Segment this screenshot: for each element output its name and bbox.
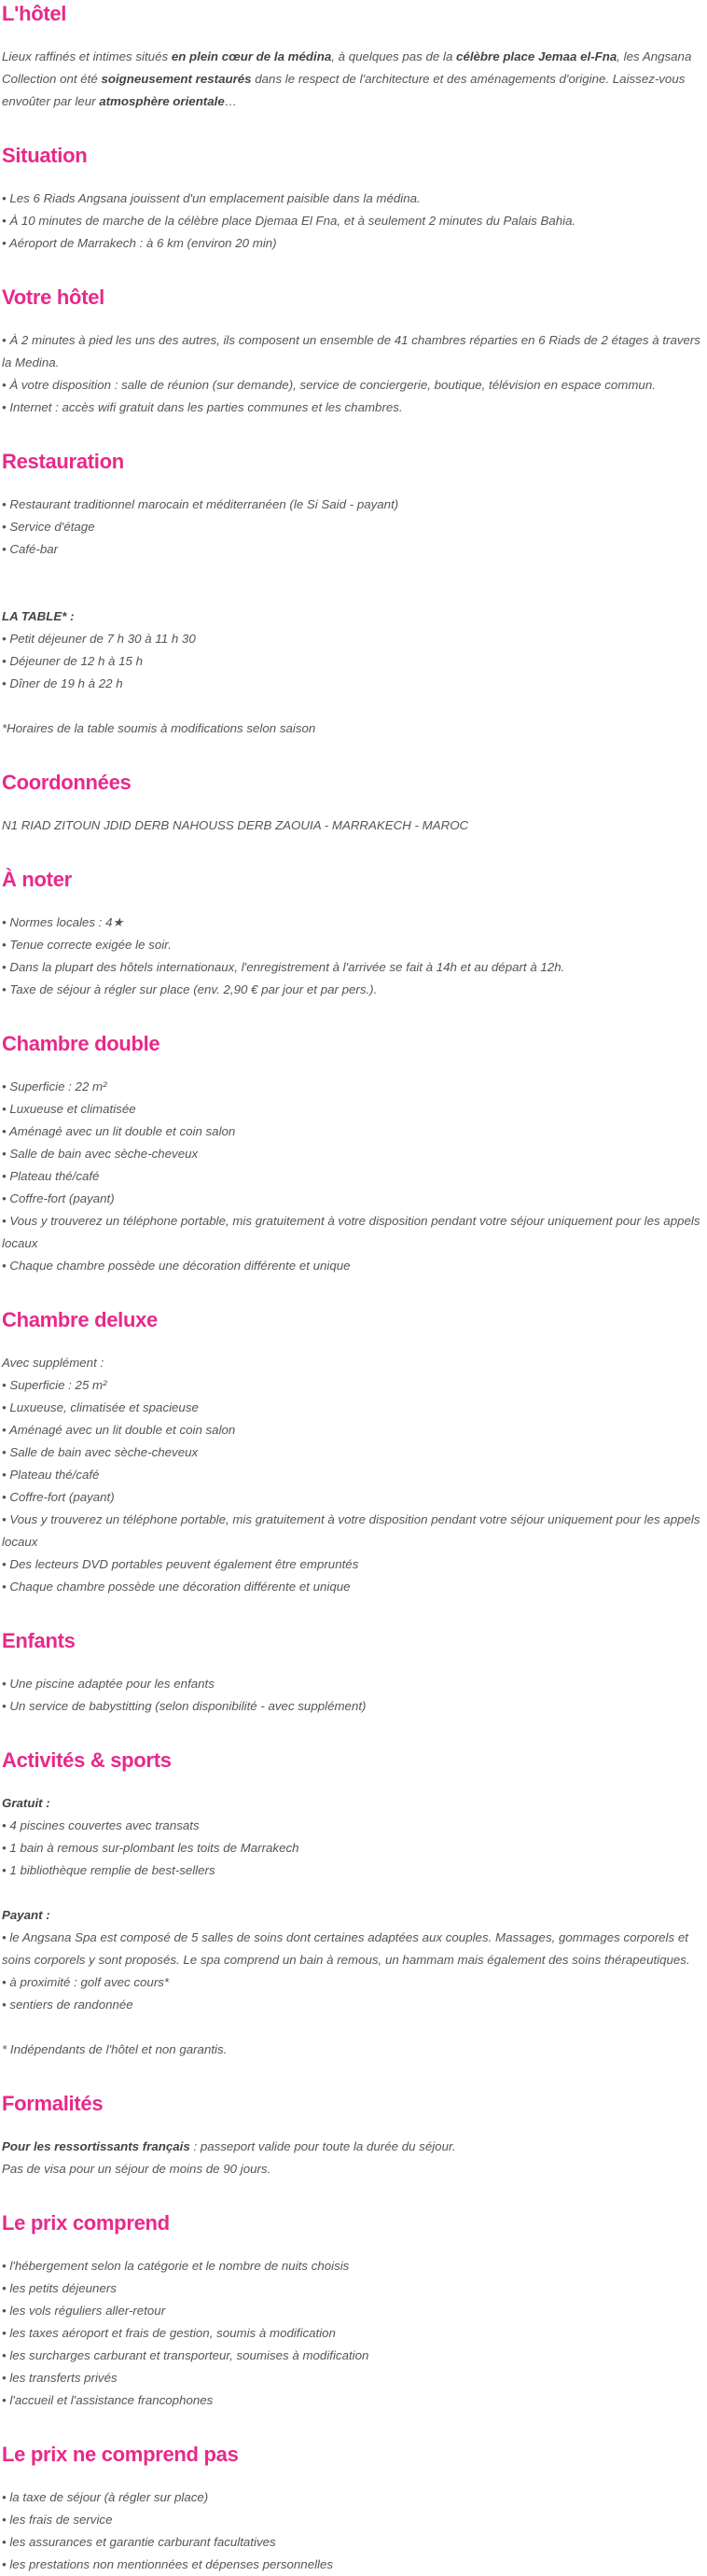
section-coordonnees <box>2 770 705 837</box>
list-item: • Restaurant traditionnel marocain et méditerranéen (le Si Said - payant) <box>2 497 399 511</box>
list-item: • Internet : accès wifi gratuit dans les parties communes et les chambres. <box>2 400 403 414</box>
list-item: • Dans la plupart des hôtels internationaux, l'enregistrement à l'arrivée se fait à 14h et au départ à 12h. <box>2 960 565 974</box>
section-situation <box>2 143 705 255</box>
list-item: • les petits déjeuners <box>2 2281 117 2295</box>
list-item: • les surcharges carburant et transporteur, soumises à modification <box>2 2348 369 2362</box>
list-item: • 1 bain à remous sur-plombant les toits de Marrakech <box>2 1841 299 1855</box>
list-item: • Plateau thé/café <box>2 1169 100 1183</box>
formalites-visa: Pas de visa pour un séjour de moins de 90 jours. <box>2 2162 271 2176</box>
list-item: • les frais de service <box>2 2513 113 2527</box>
list-item: • Les 6 Riads Angsana jouissent d'un emplacement paisible dans la médina. <box>2 191 421 205</box>
chambre-deluxe-intro: Avec supplément : <box>2 1356 104 1370</box>
list-item: • les vols réguliers aller-retour <box>2 2304 166 2318</box>
list-item: • les transferts privés <box>2 2371 118 2385</box>
list-item: • les assurances et garantie carburant facultatives <box>2 2535 276 2549</box>
list-item: • Coffre-fort (payant) <box>2 1490 115 1504</box>
section-activites <box>2 1748 705 2061</box>
payant-label: Payant : <box>2 1908 50 1922</box>
section-title-formalites: Formalités <box>2 2092 104 2115</box>
list-item: • Plateau thé/café <box>2 1468 100 1482</box>
list-item: • les taxes aéroport et frais de gestion, soumis à modification <box>2 2326 336 2340</box>
la-table-label: LA TABLE* : <box>2 609 75 623</box>
section-title-enfants: Enfants <box>2 1629 76 1652</box>
list-item: • Vous y trouverez un téléphone portable, mis gratuitement à votre disposition pendant votre séjour uniquement pour les appels locaux <box>2 1512 700 1549</box>
section-title-situation: Situation <box>2 144 88 167</box>
list-item: • les prestations non mentionnées et dépenses personnelles <box>2 2557 334 2571</box>
section-title-prix-comprend: Le prix comprend <box>2 2211 170 2235</box>
list-item: • Vous y trouverez un téléphone portable, mis gratuitement à votre disposition pendant votre séjour uniquement pour les appels locaux <box>2 1214 700 1250</box>
section-hotel <box>2 0 705 113</box>
section-title-coordonnees: Coordonnées <box>2 771 132 794</box>
activites-note: * Indépendants de l'hôtel et non garantis. <box>2 2042 228 2056</box>
section-votre-hotel <box>2 285 705 419</box>
section-title-prix-ne-comprend: Le prix ne comprend pas <box>2 2443 239 2466</box>
list-item: • À 10 minutes de marche de la célèbre place Djemaa El Fna, et à seulement 2 minutes du Palais Bahia. <box>2 214 576 228</box>
hotel-address: N1 RIAD ZITOUN JDID DERB NAHOUSS DERB ZAOUIA - MARRAKECH - MAROC <box>2 818 469 832</box>
list-item: • l'hébergement selon la catégorie et le nombre de nuits choisis <box>2 2259 350 2273</box>
section-formalites <box>2 2091 705 2180</box>
list-item: • Déjeuner de 12 h à 15 h <box>2 654 144 668</box>
section-title-activites: Activités & sports <box>2 1748 172 1772</box>
list-item: • à proximité : golf avec cours* <box>2 1975 170 1989</box>
list-item: • Chaque chambre possède une décoration différente et unique <box>2 1259 351 1273</box>
list-item: • Coffre-fort (payant) <box>2 1191 115 1205</box>
formalites-passport: Pour les ressortissants français : passeport valide pour toute la durée du séjour. <box>2 2139 456 2153</box>
list-item: • Normes locales : 4★ <box>2 915 124 929</box>
list-item: • Aéroport de Marrakech : à 6 km (environ 20 min) <box>2 236 277 250</box>
section-enfants <box>2 1628 705 1718</box>
section-prix-comprend <box>2 2210 705 2412</box>
hotel-intro: Lieux raffinés et intimes situés en plein cœur de la médina, à quelques pas de la célèbre place Jemaa el-Fna, les Angsana Collection ont été soigneusement restaurés dans le respect de l'architecture et des aménagements d'origine. Laissez-vous envoûter par leur atmosphère orientale… <box>2 49 692 108</box>
list-item: • Salle de bain avec sèche-cheveux <box>2 1445 199 1459</box>
section-title-a-noter: À noter <box>2 868 72 891</box>
list-item: • Superficie : 22 m² <box>2 1079 107 1093</box>
list-item: • À votre disposition : salle de réunion (sur demande), service de conciergerie, boutique, télévision en espace commun. <box>2 378 656 392</box>
list-item: • Superficie : 25 m² <box>2 1378 107 1392</box>
list-item: • Petit déjeuner de 7 h 30 à 11 h 30 <box>2 632 196 646</box>
list-item: • Tenue correcte exigée le soir. <box>2 938 172 952</box>
section-title-votre-hotel: Votre hôtel <box>2 285 104 309</box>
list-item: • l'accueil et l'assistance francophones <box>2 2393 214 2407</box>
section-chambre-double <box>2 1031 705 1277</box>
section-title-hotel: L'hôtel <box>2 2 67 25</box>
section-title-chambre-double: Chambre double <box>2 1032 160 1055</box>
list-item: • Aménagé avec un lit double et coin salon <box>2 1124 236 1138</box>
list-item: • Une piscine adaptée pour les enfants <box>2 1677 215 1691</box>
list-item: • la taxe de séjour (à régler sur place) <box>2 2490 209 2504</box>
gratuit-label: Gratuit : <box>2 1796 50 1810</box>
list-item: • Luxueuse, climatisée et spacieuse <box>2 1400 199 1414</box>
list-item: • sentiers de randonnée <box>2 1998 133 2012</box>
list-item: • le Angsana Spa est composé de 5 salles de soins dont certaines adaptées aux couples. Massages, gommages corporels et soins corporels y sont proposés. Le spa comprend un bain à remous, un hammam mais également des soins thérapeutiques. <box>2 1930 690 1967</box>
section-restauration <box>2 449 705 740</box>
list-item: • Un service de babystitting (selon disponibilité - avec supplément) <box>2 1699 367 1713</box>
list-item: • Salle de bain avec sèche-cheveux <box>2 1147 199 1161</box>
list-item: • À 2 minutes à pied les uns des autres, ils composent un ensemble de 41 chambres réparties en 6 Riads de 2 étages à travers la Medina. <box>2 333 700 369</box>
list-item: • 1 bibliothèque remplie de best-sellers <box>2 1863 215 1877</box>
list-item: • Des lecteurs DVD portables peuvent également être empruntés <box>2 1557 359 1571</box>
section-title-chambre-deluxe: Chambre deluxe <box>2 1308 158 1331</box>
list-item: • Luxueuse et climatisée <box>2 1102 136 1116</box>
section-a-noter <box>2 867 705 1001</box>
list-item: • Service d'étage <box>2 520 95 534</box>
list-item: • 4 piscines couvertes avec transats <box>2 1818 200 1832</box>
section-title-restauration: Restauration <box>2 450 124 473</box>
list-item: • Chaque chambre possède une décoration différente et unique <box>2 1580 351 1594</box>
list-item: • Dîner de 19 h à 22 h <box>2 676 123 690</box>
section-prix-ne-comprend <box>2 2442 705 2576</box>
list-item: • Aménagé avec un lit double et coin salon <box>2 1423 236 1437</box>
list-item: • Taxe de séjour à régler sur place (env. 2,90 € par jour et par pers.). <box>2 982 378 996</box>
section-chambre-deluxe <box>2 1307 705 1598</box>
restauration-note: *Horaires de la table soumis à modifications selon saison <box>2 721 316 735</box>
list-item: • Café-bar <box>2 542 59 556</box>
